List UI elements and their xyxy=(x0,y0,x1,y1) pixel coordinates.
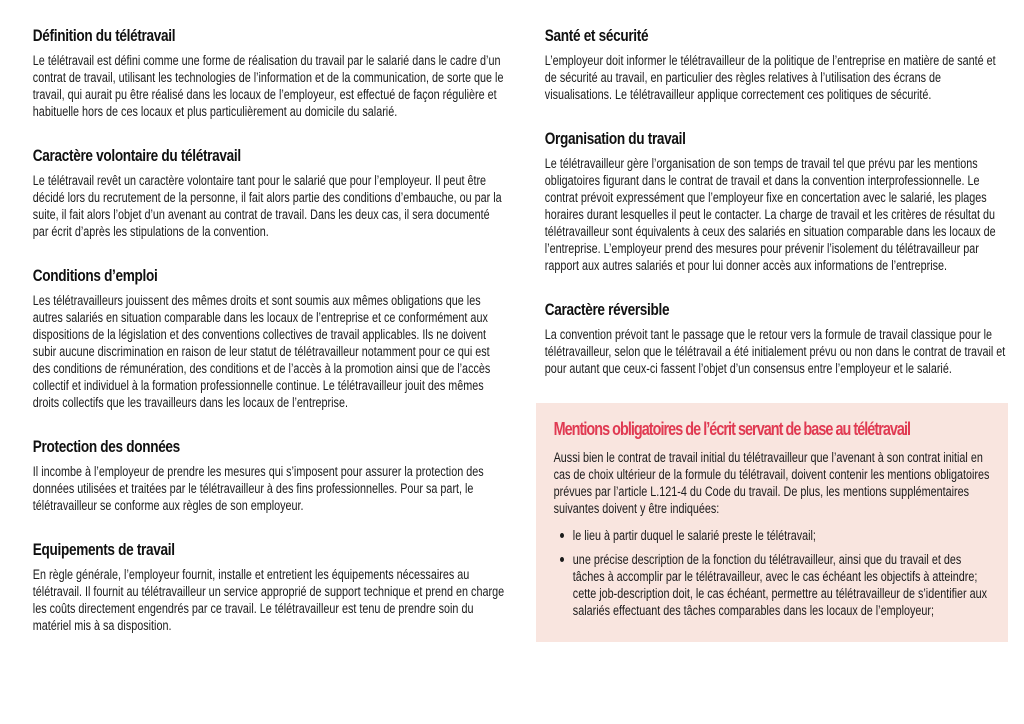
bullet-icon xyxy=(560,557,564,562)
left-column xyxy=(33,0,507,634)
section-body: Le télétravail revêt un caractère volontaire tant pour le salarié que pour l’employeur. Il peut être décidé lors du recrutement de la personne, il fait alors partie des conditions d’embauche, ou par la suite, il fait alors l’objet d’un avenant au contrat de travail. Dans les deux cas, il sera documenté par écrit d’après les stipulations de la convention. xyxy=(32,173,502,239)
section-heading: Equipements de travail xyxy=(32,540,175,559)
section-caractere-volontaire xyxy=(33,146,507,240)
section-body: Les télétravailleurs jouissent des mêmes droits et sont soumis aux mêmes obligations que les autres salariés en situation comparable dans les locaux de l’entreprise et ce conformément aux dispositions de la législation et des conventions collectives de travail applicables. Ils ne doivent subir aucune discrimination en raison de leur statut de télétravailleur notamment pour ce qui est des conditions de rémunération, des conditions et de l’accès à la promotion ainsi que de l’accès collectif et individuel à la formation professionnelle continue. Le télétravailleur jouit des mêmes droits collectifs que les travailleurs dans les locaux de l’entreprise. xyxy=(32,293,491,410)
section-body: L’employeur doit informer le télétravailleur de la politique de l’entreprise en matière de santé et de sécurité au travail, en particulier des règles relatives à l’utilisation des écrans de visualisations. Le télétravailleur applique correctement ces politiques de sécurité. xyxy=(544,53,996,102)
section-conditions-emploi xyxy=(33,266,507,411)
bullet-text: une précise description de la fonction du télétravailleur, ainsi que du travail et des tâches à accomplir par le télétravailleur, avec le cas échéant les objectifs à atteindre; cette job-description doit, le cas échéant, permettre au télétravailleur de s’identifier aux salariés effectuant des tâches comparables dans les locaux de l’employeur; xyxy=(572,552,988,618)
list-item xyxy=(560,527,990,544)
section-sante-et-securite xyxy=(545,26,1007,103)
section-body: Il incombe à l’employeur de prendre les mesures qui s’imposent pour assurer la protection des données utilisées et traitées par le télétravailleur à des fins professionnelles. Pour sa part, le télétravailleur se conforme aux règles de son employeur. xyxy=(32,464,484,513)
section-body: Le télétravailleur gère l’organisation de son temps de travail tel que prévu par les mentions obligatoires figurant dans le contrat de travail et dans la convention interprofessionnelle. Le contrat prévoit expressément que l’employeur fixe en concertation avec le salarié, les plages horaires durant lesquelles il peut le contacter. La charge de travail et les critères de résultat du télétravailleur sont équivalents à ceux des salariés en situation comparable dans les locaux de l’entreprise. L’employeur prend des mesures pour prévenir l’isolement du télétravailleur par rapport aux autres salariés et pour lui donner accès aux informations de l’entreprise. xyxy=(544,156,996,273)
bullet-text: le lieu à partir duquel le salarié preste le télétravail; xyxy=(572,528,816,543)
section-heading: Santé et sécurité xyxy=(544,26,649,45)
section-body: Le télétravail est défini comme une forme de réalisation du travail par le salarié dans le cadre d’un contrat de travail, utilisant les technologies de l’information et de la communication, de sorte que le travail, qui aurait pu être réalisé dans les locaux de l’employeur, est effectué de façon régulière et habituelle hors de ces locaux et plus particulièrement au domicile du salarié. xyxy=(32,53,504,119)
section-organisation-du-travail xyxy=(545,129,1007,274)
section-body: En règle générale, l’employeur fournit, installe et entretient les équipements nécessaires au télétravail. Il fournit au télétravailleur un service approprié de support technique et prend en charge les coûts directement engendrés par ce travail. Le télétravailleur est tenu de prendre soin du matériel mis à sa disposition. xyxy=(32,567,505,633)
section-heading: Organisation du travail xyxy=(544,129,686,148)
section-heading: Caractère volontaire du télétravail xyxy=(32,146,241,165)
bullet-icon xyxy=(560,533,564,538)
section-body: La convention prévoit tant le passage que le retour vers la formule de travail classique pour le télétravailleur, selon que le télétravail a été initialement prévu ou non dans le contrat de travail et pour autant que ceux-ci fassent l’objet d’un consensus entre l’employeur et le salarié. xyxy=(544,327,1006,376)
section-heading: Protection des données xyxy=(32,437,180,456)
highlight-box-body: Aussi bien le contrat de travail initial du télétravailleur que l’avenant à son contrat initial en cas de choix ultérieur de la formule du télétravail, doivent contenir les mentions obligatoires prévues par l’article L.121-4 du Code du travail. De plus, les mentions supplémentaires suivantes doivent y être indiquées: xyxy=(553,450,990,516)
section-protection-des-donnees xyxy=(33,437,507,514)
section-heading: Définition du télétravail xyxy=(32,26,176,45)
section-heading: Conditions d’emploi xyxy=(32,266,158,285)
section-definition-du-teletravail xyxy=(33,26,507,120)
section-heading: Caractère réversible xyxy=(544,300,670,319)
list-item xyxy=(560,551,990,619)
section-equipements-de-travail xyxy=(33,540,507,634)
right-column xyxy=(545,0,1007,642)
highlight-box-heading: Mentions obligatoires de l’écrit servant de base au télétravail xyxy=(553,419,911,439)
highlight-box-mentions-obligatoires xyxy=(536,403,1008,642)
section-caractere-reversible xyxy=(545,300,1007,377)
highlight-box-bullet-list xyxy=(554,527,991,619)
